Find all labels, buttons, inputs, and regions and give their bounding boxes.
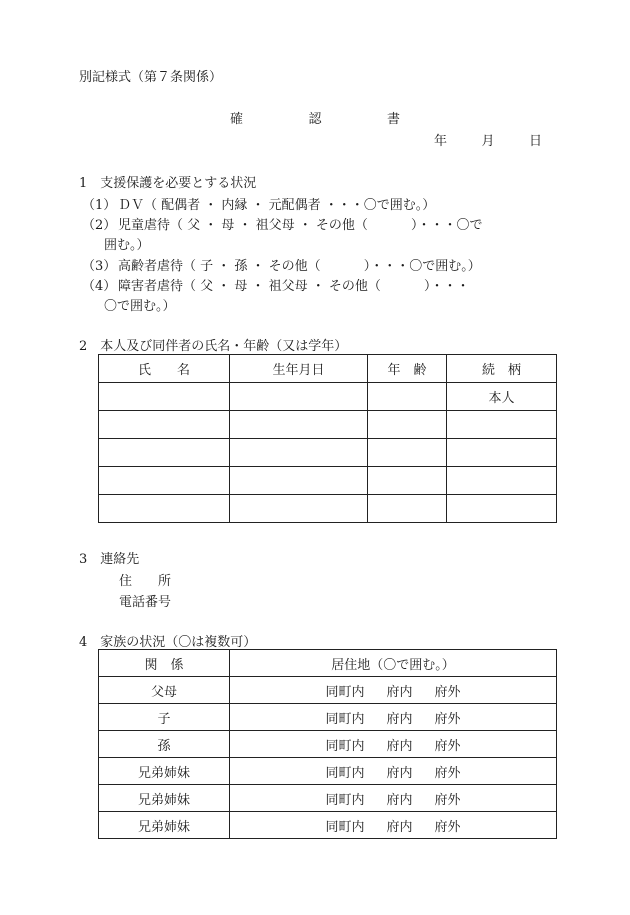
- birthdate-cell[interactable]: [230, 383, 368, 411]
- item-text-continuation: 囲む。）: [104, 238, 150, 253]
- document-title: [230, 108, 400, 127]
- relationship-cell[interactable]: [447, 467, 557, 495]
- relation-cell: 兄弟姉妹: [99, 812, 230, 839]
- relation-cell: 父母: [99, 677, 230, 704]
- table-row: [99, 411, 557, 439]
- table-header-row: [99, 355, 557, 383]
- table-row: [99, 439, 557, 467]
- address-field[interactable]: [119, 570, 181, 589]
- age-cell[interactable]: [368, 383, 447, 411]
- header-residence: 居住地（〇で囲む。）: [230, 650, 557, 677]
- relationship-cell[interactable]: [447, 495, 557, 523]
- phone-label: 電話番号: [119, 595, 172, 610]
- header-relationship: 続 柄: [447, 355, 557, 383]
- residence-option-in-prefecture[interactable]: 府内: [386, 684, 413, 700]
- item-number: （4）: [82, 279, 117, 294]
- persons-table: [98, 354, 557, 523]
- birthdate-cell[interactable]: [230, 495, 368, 523]
- situation-item-child-abuse: [82, 214, 483, 233]
- table-row: [99, 383, 557, 411]
- birthdate-cell[interactable]: [230, 467, 368, 495]
- title-char: 認: [308, 112, 322, 127]
- name-cell[interactable]: [99, 411, 230, 439]
- residence-option-in-prefecture[interactable]: 府内: [386, 738, 413, 754]
- residence-option-in-prefecture[interactable]: 府内: [386, 765, 413, 781]
- age-cell[interactable]: [368, 411, 447, 439]
- table-header-row: [99, 650, 557, 677]
- residence-options: [230, 785, 557, 812]
- residence-option-in-prefecture[interactable]: 府内: [386, 792, 413, 808]
- table-row: [99, 495, 557, 523]
- residence-options: [230, 758, 557, 785]
- section3-title: 3 連絡先: [79, 552, 140, 567]
- birthdate-cell[interactable]: [230, 439, 368, 467]
- title-char: 確: [230, 112, 244, 127]
- date-day-label: 日: [528, 134, 542, 149]
- name-cell[interactable]: [99, 467, 230, 495]
- date-line: [434, 130, 542, 149]
- residence-option-out-prefecture[interactable]: 府外: [434, 711, 461, 727]
- table-row: [99, 812, 557, 839]
- age-cell[interactable]: [368, 467, 447, 495]
- age-cell[interactable]: [368, 495, 447, 523]
- residence-options: [230, 677, 557, 704]
- header-age: 年 齢: [368, 355, 447, 383]
- residence-option-same-town[interactable]: 同町内: [325, 711, 365, 727]
- date-month-label: 月: [481, 134, 495, 149]
- situation-item-disabled-abuse: [82, 275, 470, 294]
- section4-title: 4 家族の状況（〇は複数可）: [79, 635, 257, 650]
- situation-item-elder-abuse: [82, 255, 481, 274]
- table-row: [99, 677, 557, 704]
- table-row: [99, 758, 557, 785]
- section1-title: 1 支援保護を必要とする状況: [79, 176, 257, 191]
- item-number: （1）: [82, 198, 117, 213]
- residence-option-in-prefecture[interactable]: 府内: [386, 819, 413, 835]
- relation-cell: 兄弟姉妹: [99, 758, 230, 785]
- residence-option-same-town[interactable]: 同町内: [325, 765, 365, 781]
- residence-options: [230, 704, 557, 731]
- situation-item-dv: [82, 194, 435, 213]
- residence-options: [230, 731, 557, 758]
- item-number: （3）: [82, 259, 117, 274]
- name-cell[interactable]: [99, 495, 230, 523]
- relation-cell: 孫: [99, 731, 230, 758]
- name-cell[interactable]: [99, 383, 230, 411]
- item-text: 児童虐待（ 父 ・ 母 ・ 祖父母 ・ その他（ ）・・・〇で: [118, 218, 483, 233]
- item-text: ＤＶ（ 配偶者 ・ 内縁 ・ 元配偶者 ・・・〇で囲む。）: [118, 198, 436, 213]
- section2-title: 2 本人及び同伴者の氏名・年齢（又は学年）: [79, 339, 348, 354]
- header-birthdate: 生年月日: [230, 355, 368, 383]
- header-name: 氏 名: [99, 355, 230, 383]
- date-year-label: 年: [434, 134, 448, 149]
- residence-option-out-prefecture[interactable]: 府外: [434, 819, 461, 835]
- relationship-cell[interactable]: [447, 439, 557, 467]
- table-row: [99, 731, 557, 758]
- residence-option-in-prefecture[interactable]: 府内: [386, 711, 413, 727]
- header-relation: 関 係: [99, 650, 230, 677]
- residence-option-out-prefecture[interactable]: 府外: [434, 738, 461, 754]
- family-table: [98, 649, 557, 839]
- form-label: 別記様式（第７条関係）: [79, 70, 223, 85]
- address-label: 住 所: [119, 574, 172, 589]
- table-row: [99, 467, 557, 495]
- item-number: （2）: [82, 218, 117, 233]
- relation-cell: 兄弟姉妹: [99, 785, 230, 812]
- relationship-cell: 本人: [447, 383, 557, 411]
- residence-option-same-town[interactable]: 同町内: [325, 819, 365, 835]
- birthdate-cell[interactable]: [230, 411, 368, 439]
- table-row: [99, 704, 557, 731]
- residence-options: [230, 812, 557, 839]
- age-cell[interactable]: [368, 439, 447, 467]
- residence-option-same-town[interactable]: 同町内: [325, 738, 365, 754]
- item-text: 高齢者虐待（ 子 ・ 孫 ・ その他（ ）・・・〇で囲む。）: [118, 259, 481, 274]
- relation-cell: 子: [99, 704, 230, 731]
- name-cell[interactable]: [99, 439, 230, 467]
- residence-option-out-prefecture[interactable]: 府外: [434, 765, 461, 781]
- residence-option-out-prefecture[interactable]: 府外: [434, 684, 461, 700]
- item-text: 障害者虐待（ 父 ・ 母 ・ 祖父母 ・ その他（ ）・・・: [118, 279, 470, 294]
- table-row: [99, 785, 557, 812]
- residence-option-same-town[interactable]: 同町内: [325, 684, 365, 700]
- relationship-cell[interactable]: [447, 411, 557, 439]
- residence-option-same-town[interactable]: 同町内: [325, 792, 365, 808]
- phone-field[interactable]: [119, 591, 181, 610]
- residence-option-out-prefecture[interactable]: 府外: [434, 792, 461, 808]
- item-text-continuation: 〇で囲む。）: [104, 299, 176, 314]
- title-char: 書: [386, 112, 400, 127]
